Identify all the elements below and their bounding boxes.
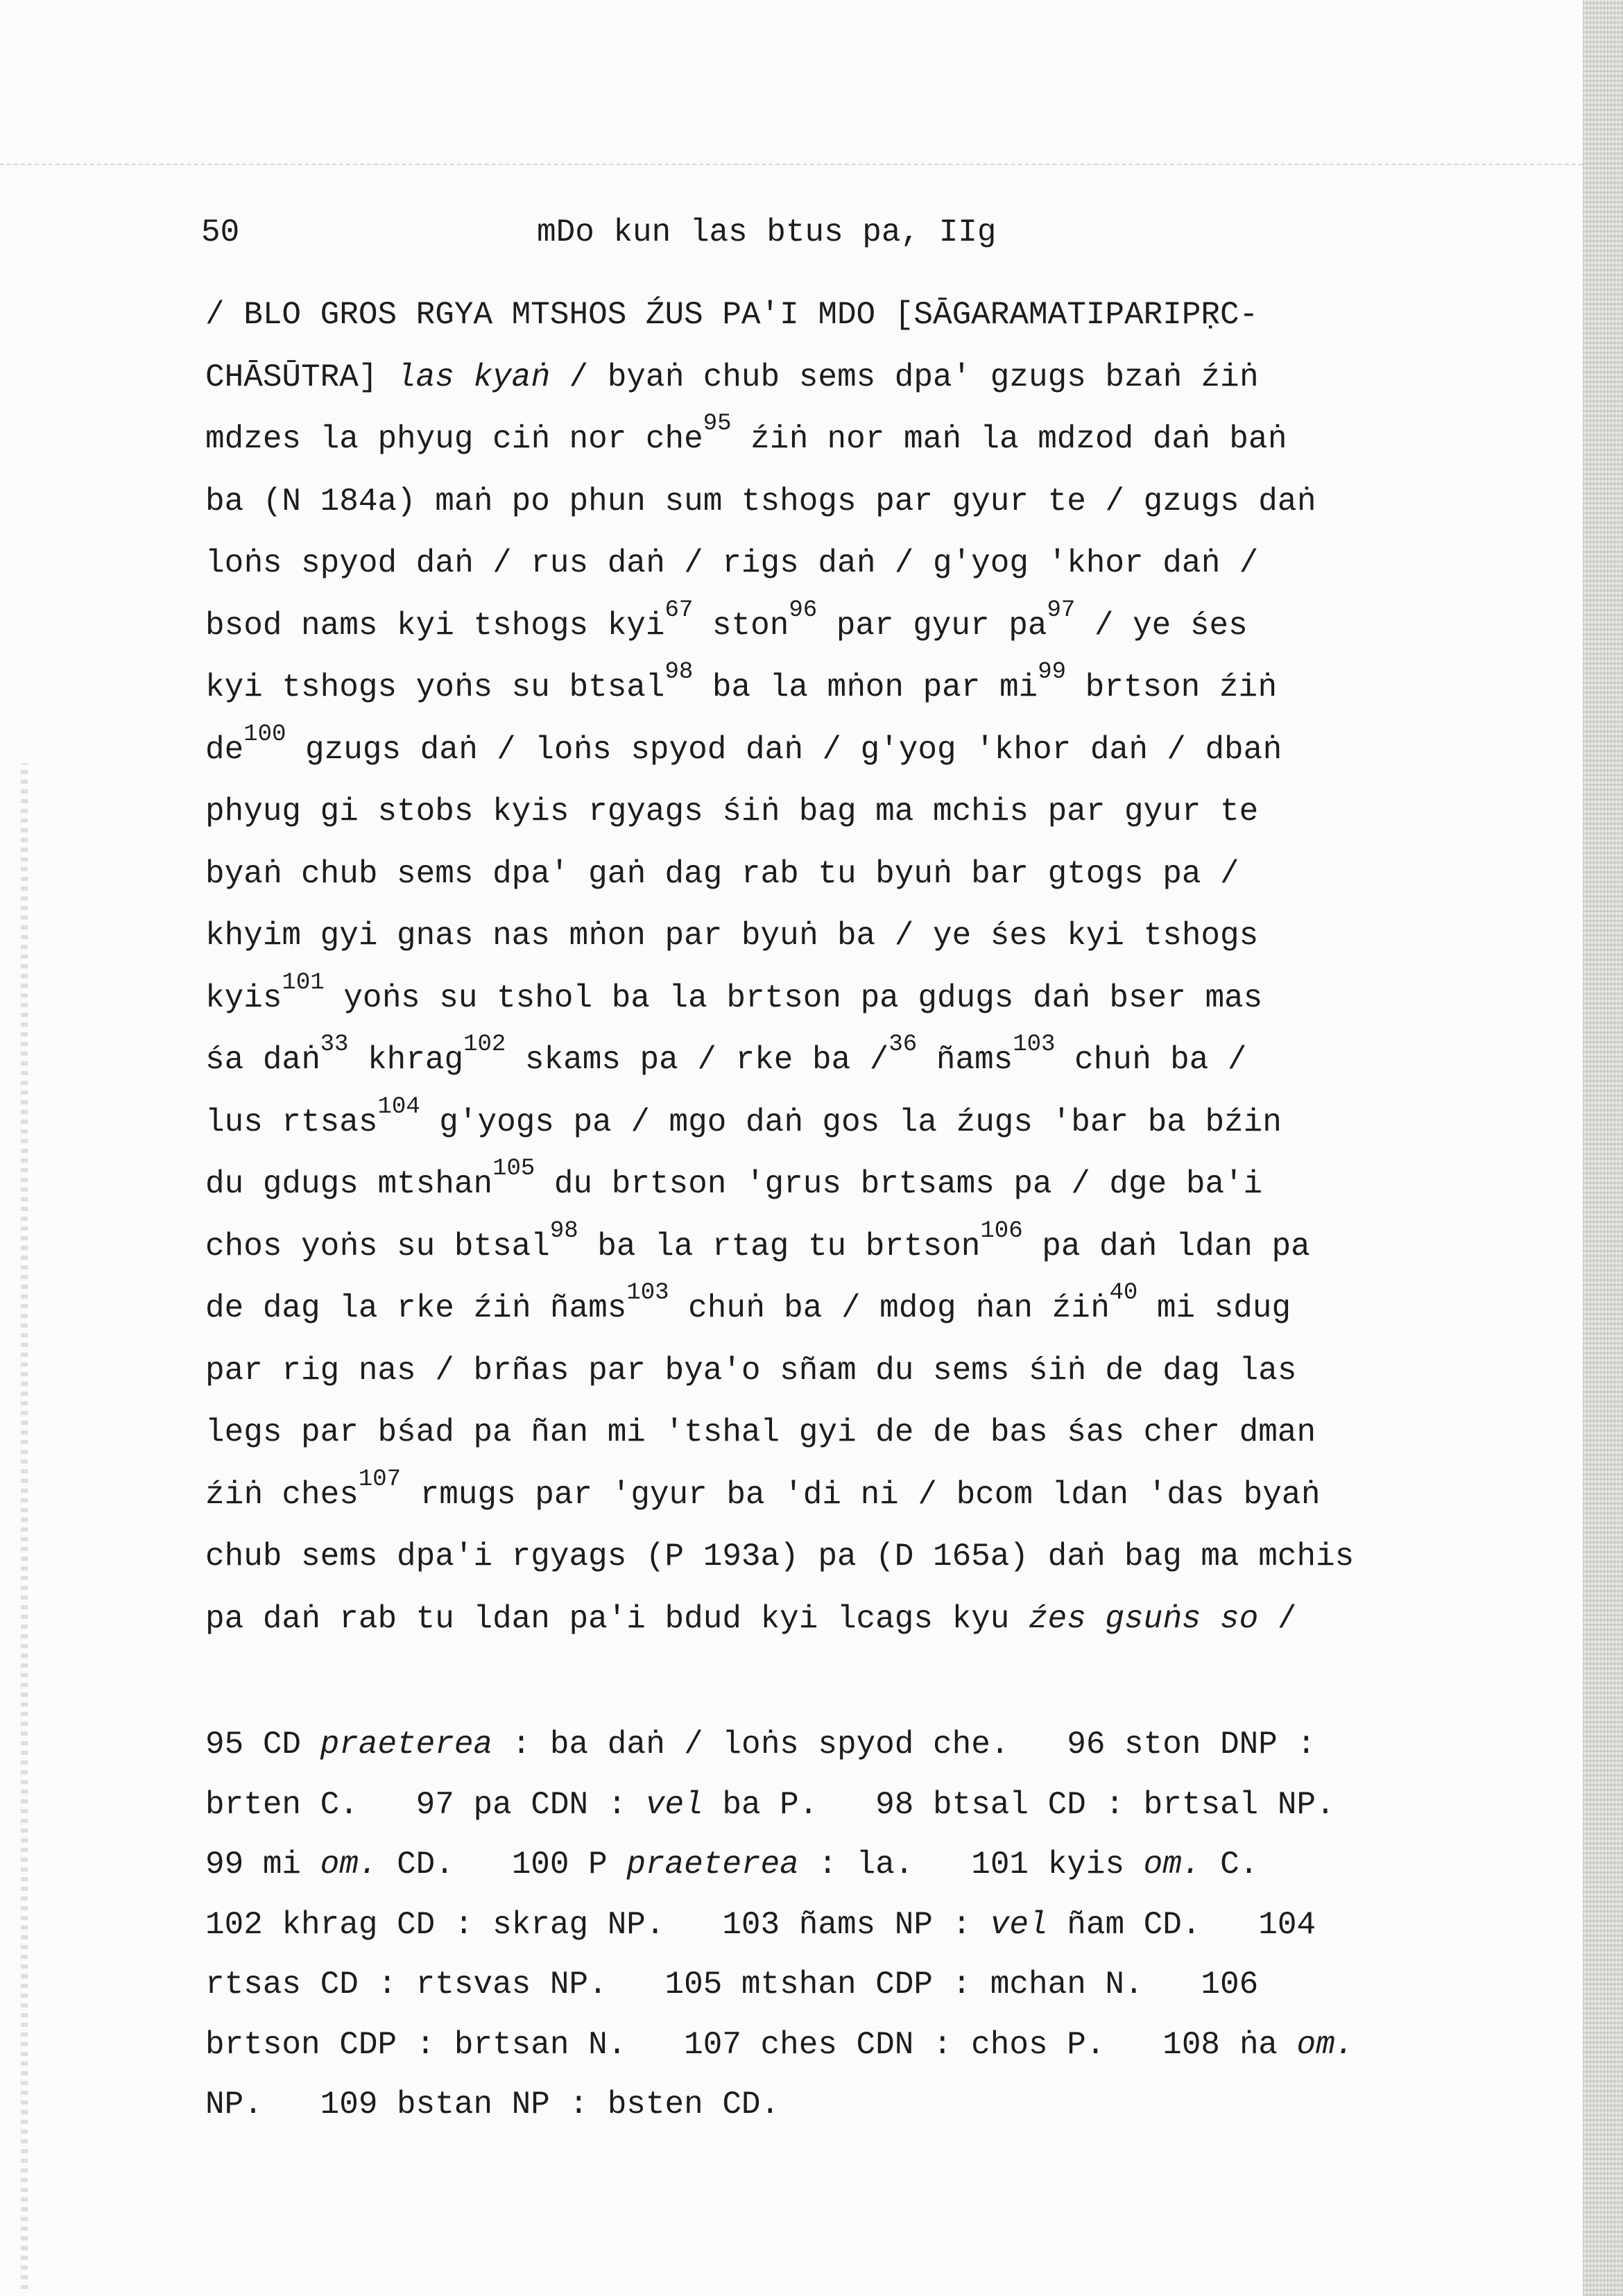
text-line [205, 347, 1454, 409]
italic-text: praeterea [320, 1727, 493, 1763]
text-run: brten C. 97 pa CDN : [205, 1786, 646, 1823]
italic-text: om. [1143, 1847, 1201, 1883]
text-run: chub sems dpa'i rgyags (P 193a) pa (D 165a) daṅ bag ma mchis [205, 1539, 1355, 1575]
footnote-marker: 98 [549, 1217, 578, 1244]
footnote-marker: 40 [1109, 1280, 1138, 1306]
text-run: mi sdug [1137, 1290, 1291, 1326]
text-run: phyug gi stobs kyis rgyags śiṅ bag ma mchis par gyur te [205, 794, 1259, 830]
text-run: de [205, 731, 244, 768]
text-run: de dag la rke źiṅ ñams [205, 1290, 627, 1326]
text-run: / byaṅ chub sems dpa' gzugs bzaṅ źiṅ [549, 359, 1259, 395]
text-run: chuṅ ba / [1055, 1042, 1247, 1078]
text-line [205, 1340, 1454, 1403]
footnote-line [205, 1835, 1495, 1895]
footnote-line [205, 1715, 1495, 1775]
text-line [205, 1154, 1454, 1216]
text-run: : ba daṅ / loṅs spyod che. 96 ston DNP : [492, 1727, 1316, 1763]
text-line [205, 905, 1454, 968]
footnote-marker: 100 [243, 721, 286, 748]
footnote-marker: 103 [626, 1280, 669, 1306]
text-run: g'yogs pa / mgo daṅ gos la źugs 'bar ba bźin [420, 1104, 1282, 1140]
text-run: rmugs par 'gyur ba 'di ni / bcom ldan 'das byaṅ [401, 1476, 1321, 1513]
text-run: brtson źiṅ [1066, 669, 1277, 705]
scan-edge-left [21, 763, 28, 2289]
footnote-marker: 104 [377, 1093, 420, 1120]
footnote-line [205, 2075, 1495, 2135]
text-line [205, 409, 1454, 471]
text-run: ba (N 184a) maṅ po phun sum tshogs par gyur te / gzugs daṅ [205, 483, 1316, 520]
footnote-line [205, 1955, 1495, 2015]
text-line [205, 843, 1454, 906]
footnote-marker: 106 [980, 1217, 1023, 1244]
scan-fold-line [0, 164, 1583, 165]
italic-text: praeterea [626, 1847, 799, 1883]
text-run: yoṅs su tshol ba la brtson pa gdugs daṅ bser mas [324, 979, 1263, 1016]
italic-text: om. [1296, 2026, 1355, 2063]
text-run: C. [1201, 1847, 1259, 1883]
text-run: pa daṅ rab tu ldan pa'i bdud kyi lcags kyu [205, 1600, 1029, 1637]
text-line [205, 595, 1454, 658]
italic-text: las kyaṅ [397, 359, 550, 395]
text-line [205, 1464, 1454, 1527]
page-number: 50 [201, 214, 240, 250]
text-line [205, 781, 1454, 843]
italic-text: om. [320, 1847, 378, 1883]
text-line [205, 1526, 1454, 1588]
scan-edge-right [1583, 0, 1623, 2296]
text-line [205, 1402, 1454, 1464]
text-run: pa daṅ ldan pa [1022, 1228, 1310, 1265]
text-run: brtson CDP : brtsan N. 107 ches CDN : chos P. 108 ṅa [205, 2026, 1297, 2063]
text-line [205, 1278, 1454, 1340]
text-run: loṅs spyod daṅ / rus daṅ / rigs daṅ / g'yog 'khor daṅ / [205, 545, 1259, 581]
text-run: rtsas CD : rtsvas NP. 105 mtshan CDP : mchan N. 106 [205, 1967, 1259, 2003]
footnotes [205, 1715, 1495, 2135]
footnote-marker: 33 [320, 1031, 349, 1058]
text-run: gzugs daṅ / loṅs spyod daṅ / g'yog 'khor daṅ / dbaṅ [286, 731, 1282, 768]
text-run: / BLO GROS RGYA MTSHOS ŹUS PA'I MDO [SĀGARAMATIPARIPṚC- [205, 297, 1259, 333]
footnote-marker: 107 [358, 1466, 402, 1493]
text-line [205, 1092, 1454, 1154]
text-line [205, 968, 1454, 1030]
footnote-marker: 96 [789, 597, 818, 624]
italic-text: źes gsuṅs so [1029, 1600, 1259, 1637]
footnote-line [205, 1775, 1495, 1835]
footnote-marker: 95 [703, 411, 732, 437]
text-run: ñams [917, 1042, 1013, 1078]
text-run: CD. 100 P [377, 1847, 627, 1883]
text-run: źiṅ nor maṅ la mdzod daṅ baṅ [731, 421, 1287, 457]
text-run: ston [693, 607, 789, 644]
text-run: chos yoṅs su btsal [205, 1228, 550, 1265]
main-text [205, 284, 1454, 1650]
text-run: NP. 109 bstan NP : bsten CD. [205, 2087, 780, 2123]
text-line [205, 1588, 1454, 1651]
text-run: ba la rtag tu brtson [578, 1228, 981, 1265]
footnote-marker: 102 [463, 1031, 506, 1058]
text-run: skams pa / rke ba / [506, 1042, 889, 1078]
text-line [205, 1029, 1454, 1092]
text-line [205, 657, 1454, 719]
text-run: du brtson 'grus brtsams pa / dge ba'i [535, 1166, 1263, 1202]
text-run: / [1258, 1600, 1297, 1637]
text-run: byaṅ chub sems dpa' gaṅ dag rab tu byuṅ bar gtogs pa / [205, 855, 1239, 892]
text-run: bsod nams kyi tshogs kyi [205, 607, 665, 644]
footnote-marker: 103 [1013, 1031, 1056, 1058]
italic-text: vel [990, 1906, 1048, 1943]
text-run: 102 khrag CD : skrag NP. 103 ñams NP : [205, 1906, 990, 1943]
text-line [205, 471, 1454, 533]
text-line [205, 719, 1454, 782]
text-run: źiṅ ches [205, 1476, 359, 1513]
footnote-marker: 105 [492, 1156, 535, 1182]
text-run: 95 CD [205, 1727, 320, 1763]
text-run: kyi tshogs yoṅs su btsal [205, 669, 665, 705]
italic-text: vel [645, 1786, 703, 1823]
text-line [205, 533, 1454, 595]
text-run: / ye śes [1075, 607, 1248, 644]
text-run: legs par bśad pa ñan mi 'tshal gyi de de bas śas cher dman [205, 1414, 1316, 1450]
footnote-marker: 36 [888, 1031, 918, 1058]
text-run: mdzes la phyug ciṅ nor che [205, 421, 703, 457]
text-run: lus rtsas [205, 1104, 378, 1140]
text-run: ba la mṅon par mi [693, 669, 1038, 705]
text-run: khyim gyi gnas nas mṅon par byuṅ ba / ye śes kyi tshogs [205, 918, 1259, 954]
footnote-marker: 97 [1047, 597, 1076, 624]
text-run: kyis [205, 979, 282, 1016]
text-run: ba P. 98 btsal CD : brtsal NP. [703, 1786, 1335, 1823]
text-run: : la. 101 kyis [798, 1847, 1144, 1883]
text-run: ñam CD. 104 [1047, 1906, 1316, 1943]
footnote-marker: 67 [664, 597, 694, 624]
footnote-marker: 99 [1038, 659, 1067, 685]
footnote-marker: 101 [282, 969, 325, 996]
text-run: CHĀSŪTRA] [205, 359, 397, 395]
running-title: mDo kun las btus pa, IIg [537, 214, 997, 250]
text-run: 99 mi [205, 1847, 320, 1883]
text-run: du gdugs mtshan [205, 1166, 493, 1202]
footnote-line [205, 1895, 1495, 1955]
footnote-marker: 98 [664, 659, 694, 685]
text-run: par rig nas / brñas par bya'o sñam du sems śiṅ de dag las [205, 1352, 1297, 1389]
text-run: par gyur pa [817, 607, 1047, 644]
page-header [201, 208, 1450, 257]
text-run: chuṅ ba / mdog ṅan źiṅ [669, 1290, 1110, 1326]
text-run: śa daṅ [205, 1042, 320, 1078]
text-line [205, 1216, 1454, 1278]
text-line [205, 284, 1454, 347]
text-run: khrag [348, 1042, 464, 1078]
footnote-line [205, 2015, 1495, 2075]
